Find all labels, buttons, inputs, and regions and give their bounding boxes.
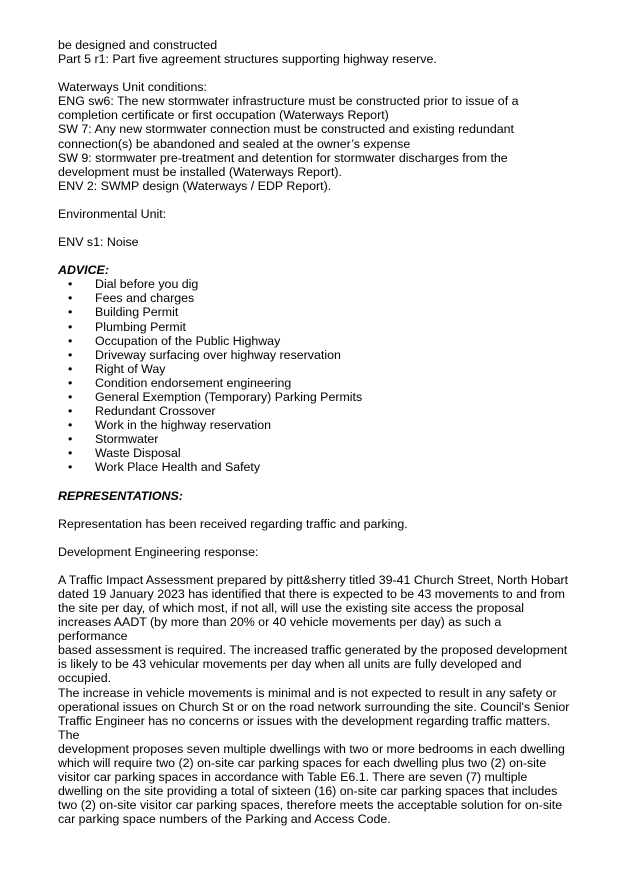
environmental-section <box>58 207 570 249</box>
text-line: operational issues on Church St or on the road network surrounding the site. Council's Senior <box>58 699 570 714</box>
list-item: • Building Permit <box>68 305 179 320</box>
waterways-section <box>58 80 570 193</box>
list-item: • Stormwater <box>68 432 159 447</box>
list-item: • Condition endorsement engineering <box>68 375 292 390</box>
list-item: • Plumbing Permit <box>68 319 186 334</box>
text-line: completion certificate or first occupation (Waterways Report) <box>58 108 389 123</box>
text-line: ENV 2: SWMP design (Waterways / EDP Report). <box>58 178 332 193</box>
section-subheading: Development Engineering response: <box>58 544 259 559</box>
text-line: SW 9: stormwater pre-treatment and detention for stormwater discharges from the <box>58 150 508 165</box>
text-line: The increase in vehicle movements is minimal and is not expected to result in any safety or <box>58 685 557 700</box>
list-item: • Fees and charges <box>68 291 195 306</box>
section-heading: REPRESENTATIONS: <box>58 488 183 503</box>
bullet-icon: • <box>68 347 73 362</box>
text-line: which will require two (2) on-site car parking spaces for each dwelling plus two (2) on-site <box>58 756 547 771</box>
bullet-icon: • <box>68 418 73 433</box>
advice-section <box>58 263 570 474</box>
text-line: two (2) on-site visitor car parking spaces, therefore meets the acceptable solution for on-site <box>58 798 563 813</box>
bullet-icon: • <box>68 432 73 447</box>
list-item: • Dial before you dig <box>68 277 199 292</box>
bullet-icon: • <box>68 375 73 390</box>
list-item: • Right of Way <box>68 361 166 376</box>
text-line: Part 5 r1: Part five agreement structures supporting highway reserve. <box>58 52 437 67</box>
bullet-icon: • <box>68 389 73 404</box>
list-item: • Driveway surfacing over highway reservation <box>68 347 341 362</box>
list-item: • Work Place Health and Safety <box>68 460 261 475</box>
section-heading: ADVICE: <box>58 263 109 278</box>
bullet-icon: • <box>68 361 73 376</box>
text-line: dated 19 January 2023 has identified that there is expected to be 43 movements to and from <box>58 586 565 601</box>
list-item: • General Exemption (Temporary) Parking Permits <box>68 389 363 404</box>
text-line: dwelling on the site providing a total of sixteen (16) on-site car parking spaces that includes <box>58 784 558 799</box>
bullet-icon: • <box>68 460 73 475</box>
representations-section <box>58 489 570 827</box>
text-line: development must be installed (Waterways Report). <box>58 164 342 179</box>
text-line: increases AADT (by more than 20% or 40 vehicle movements per day) as such a performance <box>58 615 502 644</box>
bullet-icon: • <box>68 305 73 320</box>
text-line: based assessment is required. The increased traffic generated by the proposed development <box>58 643 568 658</box>
document-body <box>58 38 570 827</box>
text-line: car parking space numbers of the Parking and Access Code. <box>58 812 391 827</box>
bullet-icon: • <box>68 404 73 419</box>
list-item: • Redundant Crossover <box>68 404 216 419</box>
text-line: Traffic Engineer has no concerns or issues with the development regarding traffic matters. The <box>58 713 551 742</box>
bullet-icon: • <box>68 333 73 348</box>
text-line: ENV s1: Noise <box>58 235 139 250</box>
text-line: ENG sw6: The new stormwater infrastructure must be constructed prior to issue of a <box>58 94 519 109</box>
text-line: be designed and constructed <box>58 38 218 52</box>
text-line: is likely to be 43 vehicular movements per day when all units are fully developed and occupied. <box>58 657 522 686</box>
text-line: development proposes seven multiple dwellings with two or more bedrooms in each dwelling <box>58 741 565 756</box>
advice-list <box>58 277 570 474</box>
text-line: SW 7: Any new stormwater connection must be constructed and existing redundant <box>58 122 514 137</box>
section-heading: Waterways Unit conditions: <box>58 80 207 95</box>
section-heading: Environmental Unit: <box>58 206 167 221</box>
list-item: • Work in the highway reservation <box>68 418 272 433</box>
text-line: A Traffic Impact Assessment prepared by pitt&sherry titled 39-41 Church Street, North Hobart <box>58 572 569 587</box>
list-item: • Occupation of the Public Highway <box>68 333 281 348</box>
text-line: Representation has been received regarding traffic and parking. <box>58 516 408 531</box>
list-item: • Waste Disposal <box>68 446 181 461</box>
bullet-icon: • <box>68 446 73 461</box>
bullet-icon: • <box>68 291 73 306</box>
bullet-icon: • <box>68 277 73 292</box>
text-line: the site per day, of which most, if not all, will use the existing site access the proposal <box>58 601 525 615</box>
text-line: visitor car parking spaces in accordance with Table E6.1. There are seven (7) multiple <box>58 770 528 785</box>
bullet-icon: • <box>68 319 73 334</box>
text-line: connection(s) be abandoned and sealed at the owner’s expense <box>58 136 411 151</box>
response-paragraph <box>58 573 570 827</box>
